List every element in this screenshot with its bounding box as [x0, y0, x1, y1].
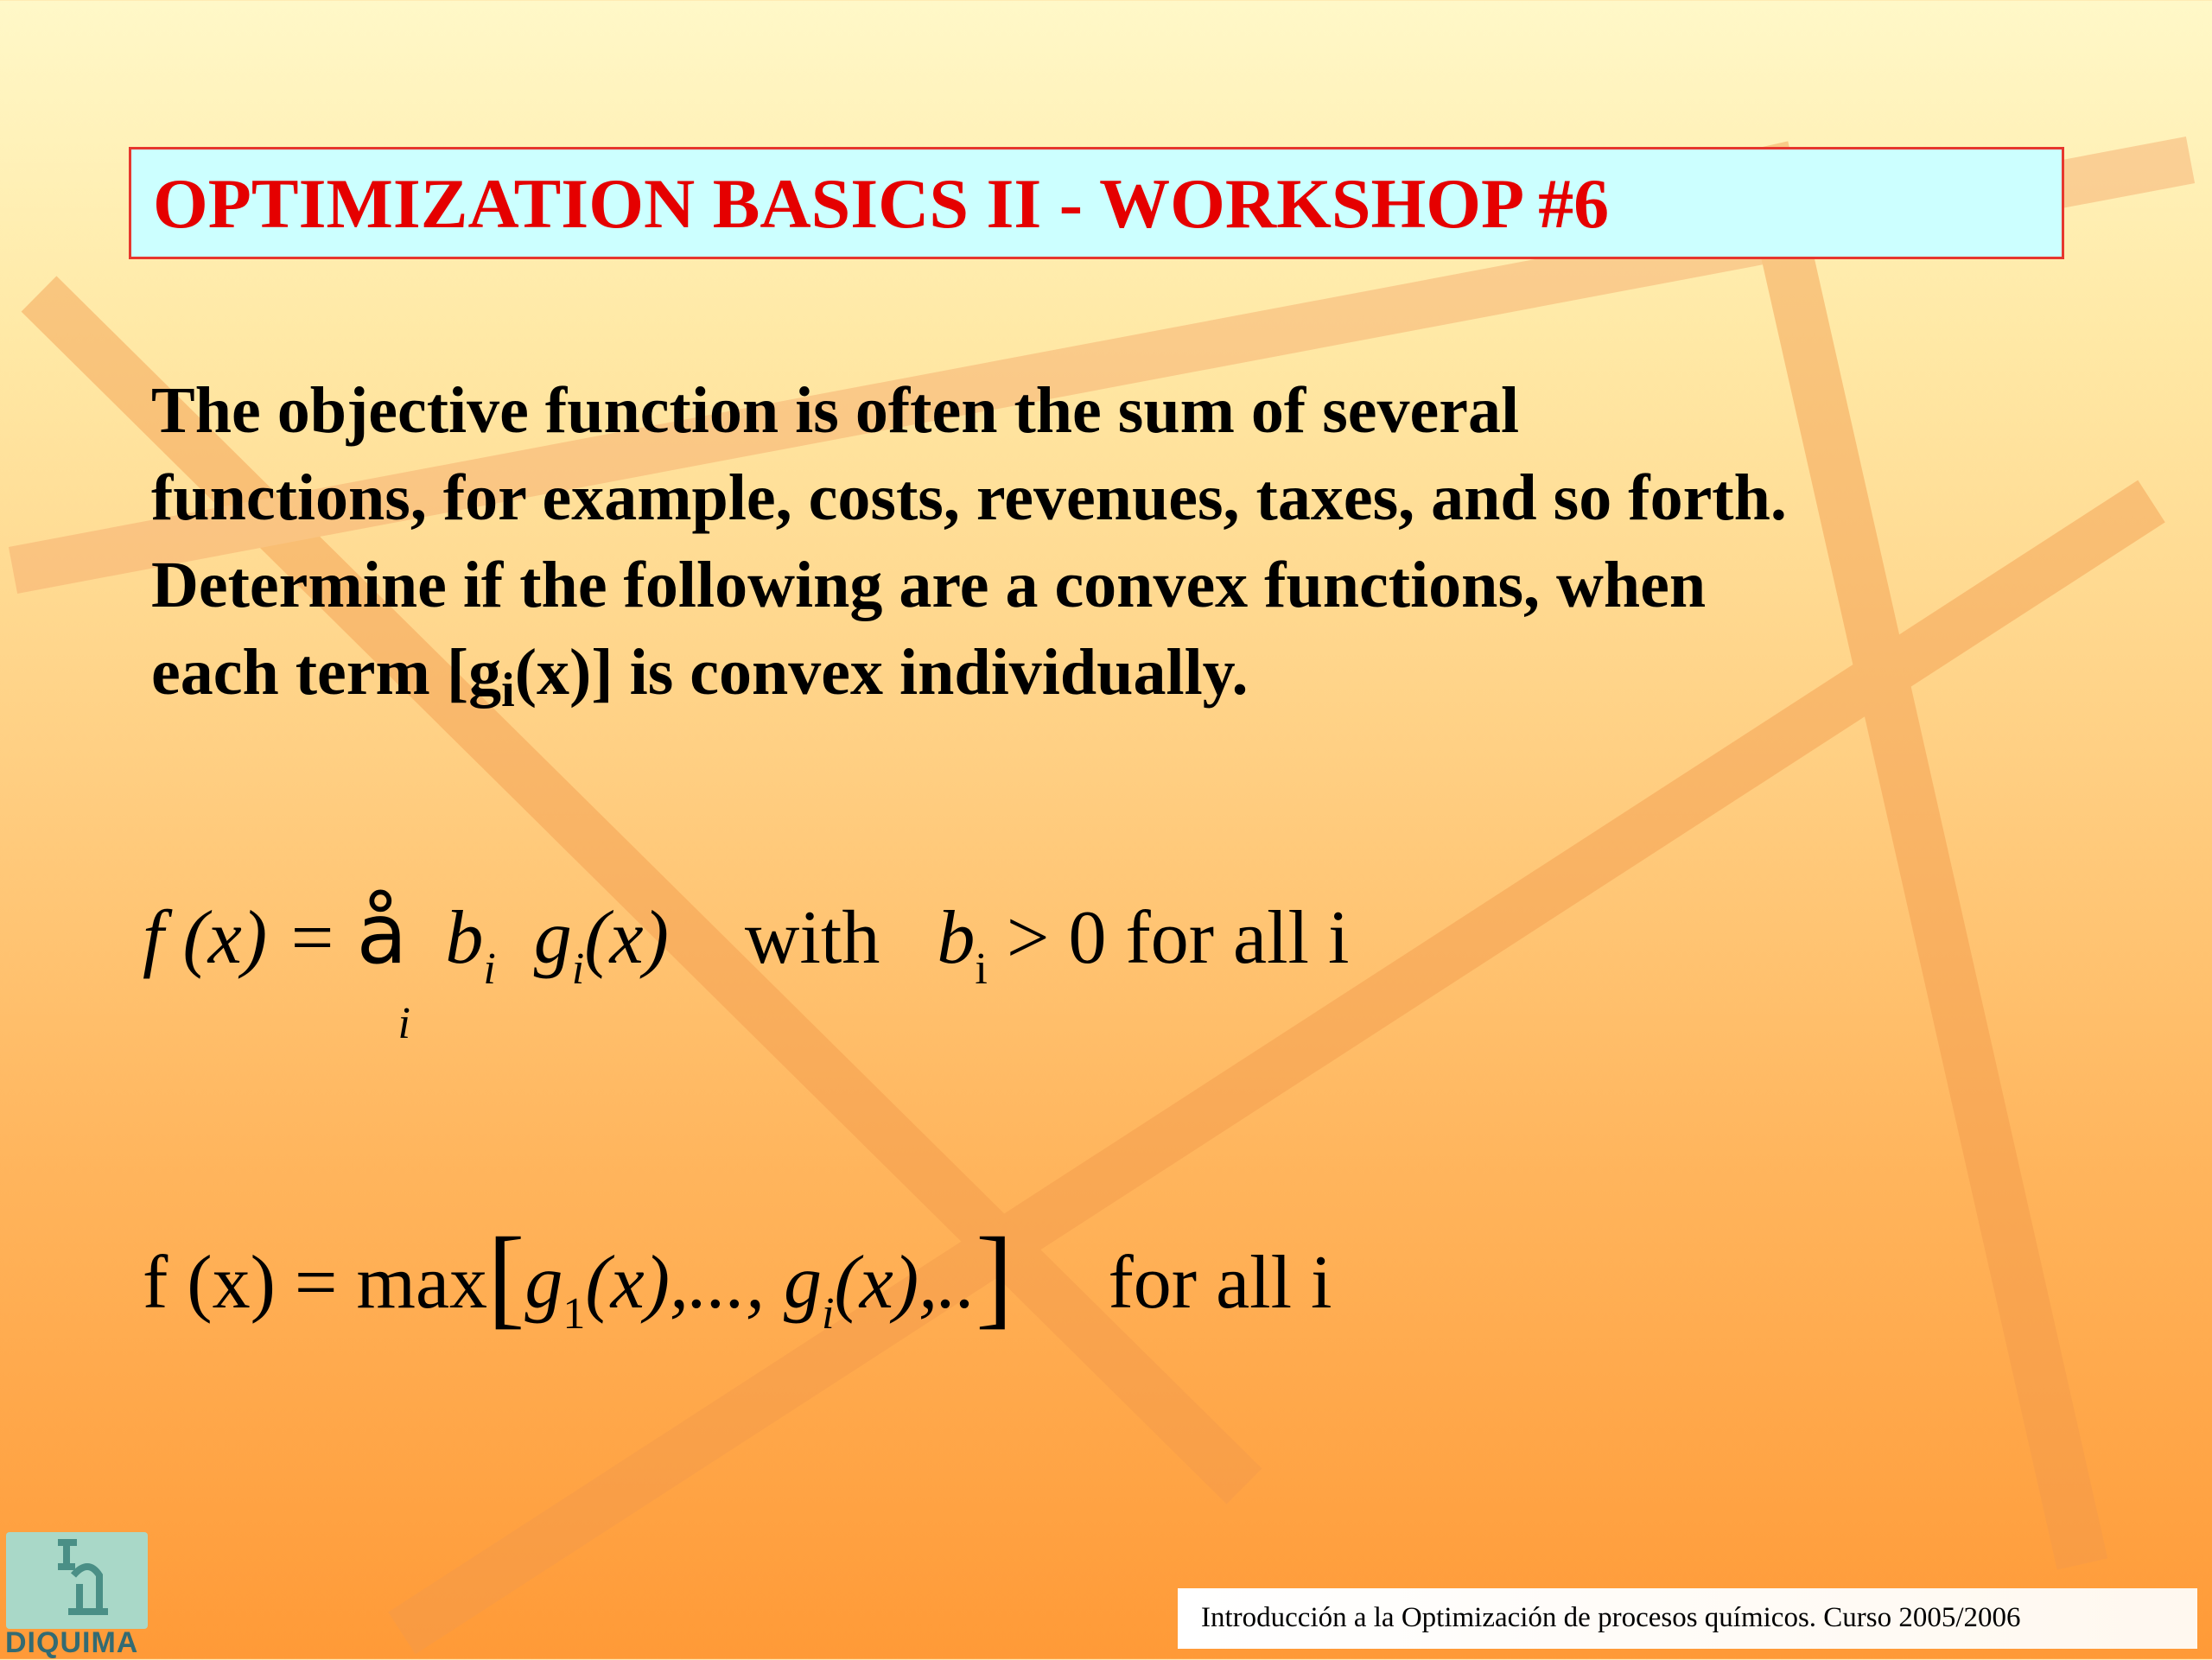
statement-line-4 [151, 629, 1787, 716]
logo-mark-icon [6, 1532, 148, 1629]
statement-line-1: The objective function is often the sum of several [151, 374, 1520, 447]
slide-title: OPTIMIZATION BASICS II - WORKSHOP #6 [153, 164, 1610, 243]
eq2-close-bracket: ] [976, 1215, 1014, 1339]
eq1-cond-sub: i [975, 944, 988, 994]
eq1-g-sub: i [571, 944, 585, 994]
statement-line-4-post: (x)] is convex individually. [514, 636, 1249, 709]
eq1-with: with [744, 896, 880, 980]
logo-text: DIQUIMA [5, 1626, 139, 1659]
footer-box [1178, 1588, 2197, 1649]
diquima-logo [3, 1530, 149, 1659]
eq2-gi-sub: i [822, 1289, 835, 1339]
eq1-b-sub: i [483, 944, 496, 994]
equation-max [143, 1205, 1332, 1339]
eq1-lhs: f (x) = [143, 896, 338, 980]
eq2-lhs: f (x) = max [143, 1241, 488, 1325]
eq2-g1-arg: (x),..., [585, 1241, 766, 1325]
problem-statement [151, 367, 1787, 716]
eq1-cond-rest: > 0 for all i [1006, 896, 1350, 980]
eq1-b: b [445, 896, 484, 980]
eq2-open-bracket: [ [487, 1215, 525, 1339]
slide-title-box [129, 147, 2064, 259]
equation-sum [143, 886, 1350, 1048]
eq2-tail: for all i [1108, 1241, 1332, 1325]
sum-index: i [397, 999, 410, 1048]
sum-glyph: å [356, 886, 408, 983]
eq1-g: g [533, 896, 572, 980]
footer-text: Introducción a la Optimización de procesos químicos. Curso 2005/2006 [1201, 1602, 2021, 1633]
eq2-g1: g [524, 1241, 563, 1325]
statement-line-4-pre: each term [g [151, 636, 502, 709]
statement-line-3: Determine if the following are a convex functions, when [151, 549, 1707, 621]
eq2-gi-arg: (x),.. [834, 1241, 976, 1325]
eq1-g-arg: (x) [584, 896, 669, 980]
eq1-cond-b: b [937, 896, 976, 980]
eq2-gi: g [784, 1241, 823, 1325]
statement-line-4-sub: i [501, 664, 515, 717]
eq2-g1-sub: 1 [563, 1289, 586, 1339]
sum-symbol [356, 886, 410, 1048]
statement-line-2: functions, for example, costs, revenues, taxes, and so forth. [151, 461, 1787, 534]
